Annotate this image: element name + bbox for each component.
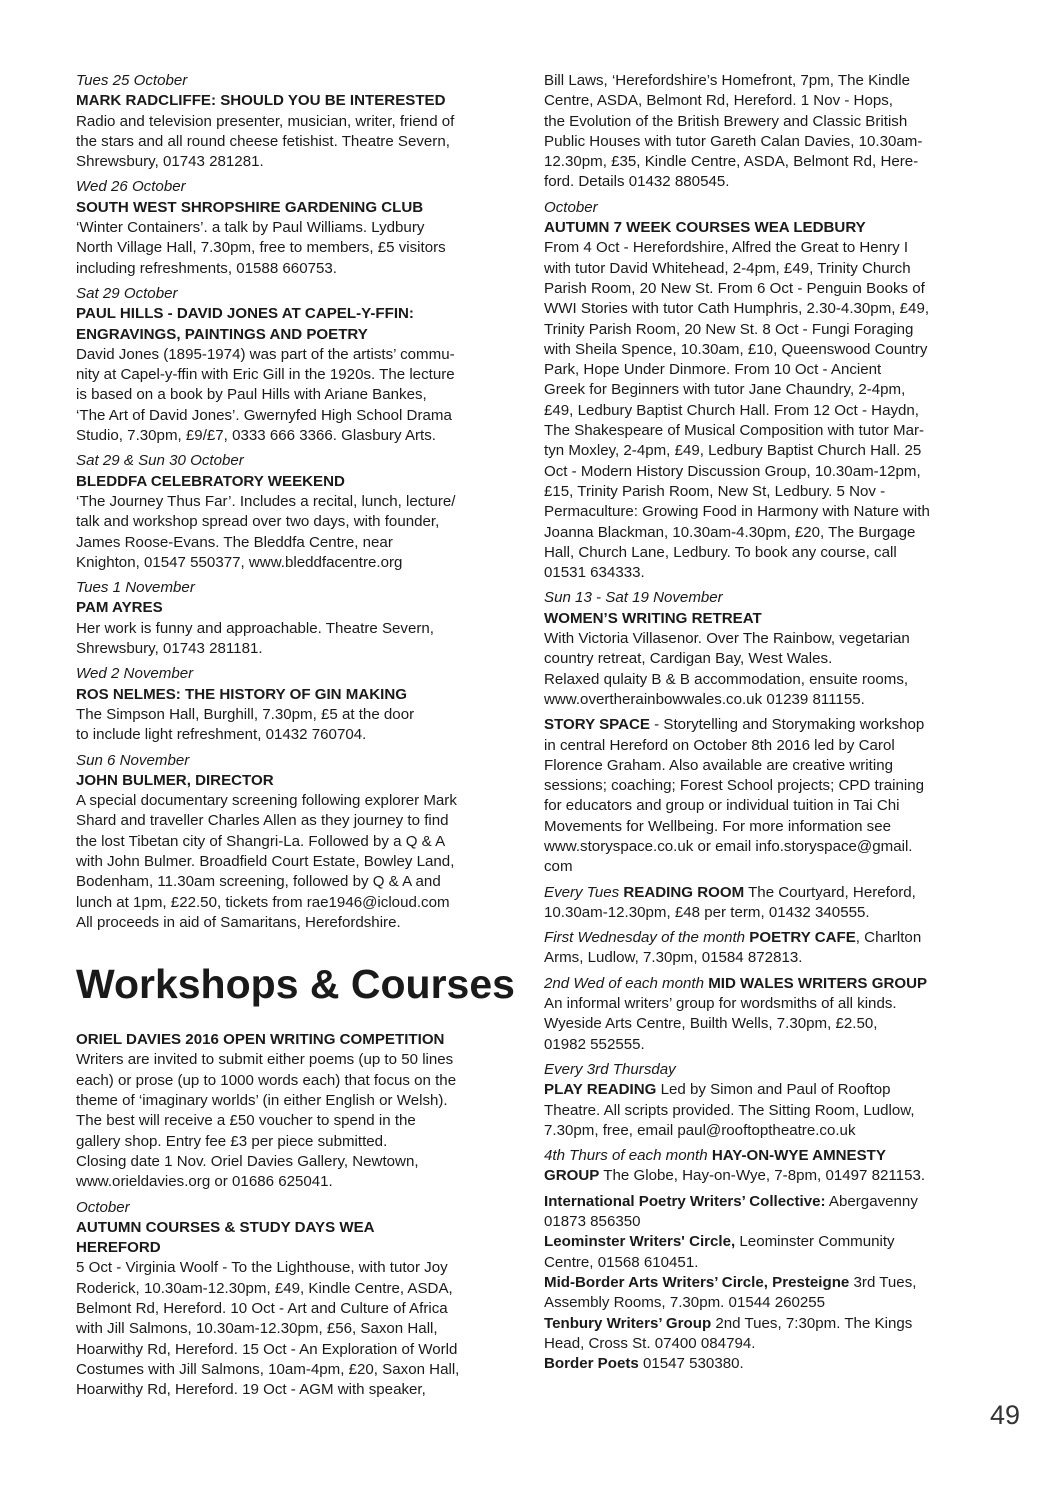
story-space-line: in central Hereford on October 8th 2016 led by Carol [544, 736, 895, 754]
event-body-line: Roderick, 10.30am-12.30pm, £49, Kindle Centre, ASDA, [76, 1279, 453, 1297]
continued-line: Centre, ASDA, Belmont Rd, Hereford. 1 Nov - Hops, [544, 92, 893, 110]
event-body-line: Writers are invited to submit either poems (up to 50 lines [76, 1051, 454, 1069]
event-body-line: lunch at 1pm, £22.50, tickets from rae1946@icloud.com [76, 893, 450, 911]
tw-rest: 2nd Tues, 7:30pm. The Kings [711, 1314, 913, 1332]
right-column [544, 71, 986, 1379]
event-body-line: nity at Capel-y-ffin with Eric Gill in the 1920s. The lecture [76, 366, 455, 384]
amnesty-when: 4th Thurs of each month [544, 1147, 712, 1165]
reading-room-line2: 10.30am-12.30pm, £48 per term, 01432 340555. [544, 903, 870, 921]
story-space-line: sessions; coaching; Forest School projects; CPD training [544, 777, 925, 795]
mb-line2: Assembly Rooms, 7.30pm. 01544 260255 [544, 1294, 826, 1312]
story-space-listing [544, 715, 986, 877]
story-space-title: STORY SPACE [544, 716, 650, 734]
event-body-line: www.orieldavies.org or 01686 625041. [76, 1173, 333, 1191]
left-events-list [76, 71, 510, 933]
event-body-line: country retreat, Cardigan Bay, West Wales. [544, 650, 833, 668]
poetry-cafe-title: POETRY CAFE [749, 929, 856, 947]
bp-rest: 01547 530380. [638, 1355, 744, 1373]
story-space-line: for educators and group or individual tuition in Tai Chi [544, 797, 900, 815]
story-space-line: www.storyspace.co.uk or email info.storyspace@gmail. [544, 837, 913, 855]
event-body-line: The best will receive a £50 voucher to spend in the [76, 1112, 416, 1130]
event-body-line: Bodenham, 11.30am screening, followed by Q & A and [76, 873, 441, 891]
event-item [76, 71, 510, 172]
continued-line: Public Houses with tutor Gareth Calan Davies, 10.30am- [544, 132, 923, 150]
event-date: October [544, 198, 598, 216]
mid-wales-when: 2nd Wed of each month [544, 974, 709, 992]
event-body-line: ‘The Art of David Jones’. Gwernyfed High School Drama [76, 406, 452, 424]
event-body-line: 5 Oct - Virginia Woolf - To the Lighthouse, with tutor Joy [76, 1259, 448, 1277]
event-body-line: Her work is funny and approachable. Theatre Severn, [76, 619, 434, 637]
event-body-line: James Roose-Evans. The Bleddfa Centre, near [76, 533, 393, 551]
event-body-line: Hoarwithy Rd, Hereford. 15 Oct - An Exploration of World [76, 1340, 458, 1358]
amnesty-rest: The Globe, Hay-on-Wye, 7-8pm, 01497 821153. [599, 1167, 926, 1185]
event-title: JOHN BULMER, DIRECTOR [76, 771, 274, 789]
event-title: MARK RADCLIFFE: SHOULD YOU BE INTERESTED [76, 92, 446, 110]
event-body-line: Costumes with Jill Salmons, 10am-4pm, £20, Saxon Hall, [76, 1360, 460, 1378]
event-date: Wed 26 October [76, 178, 186, 196]
continued-line: 12.30pm, £35, Kindle Centre, ASDA, Belmont Rd, Here- [544, 153, 919, 171]
event-title: ROS NELMES: THE HISTORY OF GIN MAKING [76, 685, 407, 703]
mid-wales-line: 01982 552555. [544, 1035, 645, 1053]
event-body-line: Oct - Modern History Discussion Group, 10.30am-12pm, [544, 462, 921, 480]
event-body-line: North Village Hall, 7.30pm, free to members, £5 visitors [76, 239, 446, 257]
event-body-line: Trinity Parish Room, 20 New St. 8 Oct - Fungi Foraging [544, 320, 914, 338]
play-reading-listing [544, 1060, 986, 1141]
event-body-line: Park, Hope Under Dinmore. From 10 Oct - Ancient [544, 361, 882, 379]
mid-wales-line: An informal writers’ group for wordsmiths of all kinds. [544, 995, 897, 1013]
event-body-line: Hall, Church Lane, Ledbury. To book any course, call [544, 543, 897, 561]
event-body-line: with Sheila Spence, 10.30am, £10, Queenswood Country [544, 340, 928, 358]
event-body-line: The Shakespeare of Musical Composition with tutor Mar- [544, 422, 925, 440]
play-reading-rest: Led by Simon and Paul of Rooftop [656, 1081, 891, 1099]
event-body-line: Closing date 1 Nov. Oriel Davies Gallery, Newtown, [76, 1152, 419, 1170]
event-body-line: with tutor David Whitehead, 2-4pm, £49, Trinity Church [544, 259, 911, 277]
mid-wales-listing [544, 974, 986, 1055]
event-date: Tues 25 October [76, 72, 188, 89]
lwc-rest: Leominster Community [735, 1233, 895, 1251]
event-body-line: £15, Trinity Parish Room, New St, Ledbury. 5 Nov - [544, 482, 886, 500]
event-body-line: is based on a book by Paul Hills with Ariane Bankes, [76, 386, 427, 404]
amnesty-title: HAY-ON-WYE AMNESTY [711, 1147, 886, 1165]
section-heading: Workshops & Courses [76, 961, 515, 1008]
event-item [76, 451, 510, 573]
event-body-line: Permaculture: Growing Food in Harmony with Nature with [544, 503, 930, 521]
event-date: Sun 13 - Sat 19 November [544, 589, 723, 607]
poetry-cafe-rest: , Charlton [855, 929, 922, 947]
event-item [76, 1030, 510, 1192]
event-body-line: ‘The Journey Thus Far’. Includes a recital, lunch, lecture/ [76, 492, 456, 510]
mb-rest: 3rd Tues, [849, 1273, 917, 1291]
event-body-line: the lost Tibetan city of Shangri-La. Followed by a Q & A [76, 832, 446, 850]
event-date: Sat 29 & Sun 30 October [76, 452, 244, 470]
event-item [76, 751, 510, 934]
event-body-line: From 4 Oct - Herefordshire, Alfred the Great to Henry I [544, 239, 909, 257]
ipwc-line2: 01873 856350 [544, 1213, 641, 1231]
reading-room-title: READING ROOM [623, 883, 745, 901]
event-title: HEREFORD [76, 1239, 161, 1257]
story-space-line: com [544, 858, 573, 876]
story-space-first: - Storytelling and Storymaking workshop [649, 716, 925, 734]
right-events-list [544, 198, 986, 710]
amnesty-title-2: GROUP [544, 1167, 600, 1185]
event-body-line: the stars and all round cheese fetishist. Theatre Severn, [76, 132, 450, 150]
event-body-line: Parish Room, 20 New St. From 6 Oct - Penguin Books of [544, 279, 925, 297]
tw-line2: Head, Cross St. 07400 084794. [544, 1334, 756, 1352]
event-title: PAM AYRES [76, 599, 163, 617]
event-body-line: Radio and television presenter, musician, writer, friend of [76, 112, 455, 130]
event-body-line: to include light refreshment, 01432 760704. [76, 726, 367, 744]
continued-line: Bill Laws, ‘Herefordshire’s Homefront, 7pm, The Kindle [544, 72, 911, 89]
event-body-line: each) or prose (up to 1000 words each) that focus on the [76, 1071, 457, 1089]
event-item [76, 664, 510, 745]
event-body-line: WWI Stories with tutor Cath Humphris, 2.30-4.30pm, £49, [544, 300, 930, 318]
reading-room-listing [544, 883, 986, 924]
event-title: AUTUMN 7 WEEK COURSES WEA LEDBURY [544, 219, 866, 237]
event-body-line: Joanna Blackman, 10.30am-4.30pm, £20, The Burgage [544, 523, 916, 541]
event-body-line: with John Bulmer. Broadfield Court Estate, Bowley Land, [76, 852, 455, 870]
event-title: AUTUMN COURSES & STUDY DAYS WEA [76, 1218, 375, 1236]
workshops-list [76, 1030, 510, 1400]
continued-line: the Evolution of the British Brewery and Classic British [544, 112, 908, 130]
event-body-line: Studio, 7.30pm, £9/£7, 0333 666 3366. Glasbury Arts. [76, 427, 436, 445]
event-body-line: David Jones (1895-1974) was part of the artists’ commu- [76, 345, 455, 363]
story-space-line: Florence Graham. Also available are creative writing [544, 756, 893, 774]
lwc-title: Leominster Writers' Circle, [544, 1233, 736, 1251]
left-column [76, 71, 515, 1406]
event-body-line: with Jill Salmons, 10.30am-12.30pm, £56, Saxon Hall, [76, 1320, 438, 1338]
event-date: Tues 1 November [76, 579, 195, 597]
event-title: WOMEN’S WRITING RETREAT [544, 609, 762, 627]
mid-wales-line: Wyeside Arts Centre, Builth Wells, 7.30pm, £2.50, [544, 1015, 878, 1033]
event-item [544, 588, 986, 710]
event-body-line: Greek for Beginners with tutor Jane Chaundry, 2-4pm, [544, 381, 906, 399]
event-body-line: Shard and traveller Charles Allen as they journey to find [76, 812, 449, 830]
event-body-line: talk and workshop spread over two days, with founder, [76, 513, 440, 531]
event-title: SOUTH WEST SHROPSHIRE GARDENING CLUB [76, 198, 424, 216]
event-body-line: gallery shop. Entry fee £3 per piece submitted. [76, 1132, 388, 1150]
tw-title: Tenbury Writers’ Group [544, 1314, 712, 1332]
continued-line: ford. Details 01432 880545. [544, 173, 730, 191]
event-body-line: Hoarwithy Rd, Hereford. 19 Oct - AGM with speaker, [76, 1381, 426, 1399]
event-body-line: Shrewsbury, 01743 281181. [76, 640, 263, 658]
event-title: BLEDDFA CELEBRATORY WEEKEND [76, 472, 345, 490]
event-item [76, 177, 510, 278]
play-reading-when: Every 3rd Thursday [544, 1060, 676, 1078]
event-body-line: including refreshments, 01588 660753. [76, 259, 337, 277]
event-body-line: Shrewsbury, 01743 281281. [76, 153, 264, 171]
poetry-cafe-listing [544, 928, 986, 969]
play-reading-line: 7.30pm, free, email paul@rooftoptheatre.co.uk [544, 1121, 856, 1139]
reading-room-when: Every Tues [544, 883, 624, 901]
event-body-line: theme of ‘imaginary worlds’ (in either English or Welsh). [76, 1092, 448, 1110]
event-title: PAUL HILLS - DAVID JONES AT CAPEL-Y-FFIN: [76, 305, 414, 323]
story-space-line: Movements for Wellbeing. For more information see [544, 817, 892, 835]
event-date: October [76, 1198, 130, 1216]
event-body-line: Relaxed qulaity B & B accommodation, ensuite rooms, [544, 670, 909, 688]
event-body-line: ‘Winter Containers’. a talk by Paul Williams. Lydbury [76, 219, 425, 237]
event-title: ENGRAVINGS, PAINTINGS AND POETRY [76, 325, 368, 343]
continued-listing [544, 71, 986, 193]
event-body-line: A special documentary screening following explorer Mark [76, 792, 457, 810]
event-item [76, 1198, 510, 1401]
reading-room-rest: The Courtyard, Hereford, [744, 883, 916, 901]
event-body-line: www.overtherainbowwales.co.uk 01239 811155. [544, 690, 865, 708]
poetry-cafe-when: First Wednesday of the month [544, 929, 750, 947]
event-body-line: Belmont Rd, Hereford. 10 Oct - Art and Culture of Africa [76, 1300, 448, 1318]
amnesty-listing [544, 1146, 986, 1187]
event-body-line: With Victoria Villasenor. Over The Rainbow, vegetarian [544, 630, 910, 648]
event-body-line: 01531 634333. [544, 564, 645, 582]
play-reading-title: PLAY READING [544, 1081, 657, 1099]
poetry-cafe-line2: Arms, Ludlow, 7.30pm, 01584 872813. [544, 949, 803, 967]
event-body-line: Knighton, 01547 550377, www.bleddfacentre.org [76, 553, 403, 571]
page-number: 49 [990, 1400, 1021, 1430]
lwc-line2: Centre, 01568 610451. [544, 1253, 699, 1271]
bp-title: Border Poets [544, 1355, 639, 1373]
event-body-line: tyn Moxley, 2-4pm, £49, Ledbury Baptist Church Hall. 25 [544, 442, 922, 460]
play-reading-line: Theatre. All scripts provided. The Sitting Room, Ludlow, [544, 1101, 915, 1119]
mid-wales-title: MID WALES WRITERS GROUP [708, 974, 928, 992]
ipwc-rest: Abergavenny [825, 1192, 918, 1210]
event-date: Wed 2 November [76, 665, 194, 683]
ipwc-title: International Poetry Writers’ Collective: [544, 1192, 826, 1210]
event-item [76, 578, 510, 659]
event-body-line: £49, Ledbury Baptist Church Hall. From 12 Oct - Haydn, [544, 401, 919, 419]
event-title: ORIEL DAVIES 2016 OPEN WRITING COMPETITION [76, 1031, 445, 1049]
event-date: Sat 29 October [76, 284, 178, 302]
event-item [544, 198, 986, 584]
event-date: Sun 6 November [76, 751, 190, 769]
groups-listing [544, 1192, 986, 1375]
mb-title: Mid-Border Arts Writers’ Circle, Presteigne [544, 1273, 850, 1291]
event-body-line: All proceeds in aid of Samaritans, Herefordshire. [76, 913, 401, 931]
event-body-line: The Simpson Hall, Burghill, 7.30pm, £5 at the door [76, 705, 415, 723]
event-item [76, 284, 510, 446]
